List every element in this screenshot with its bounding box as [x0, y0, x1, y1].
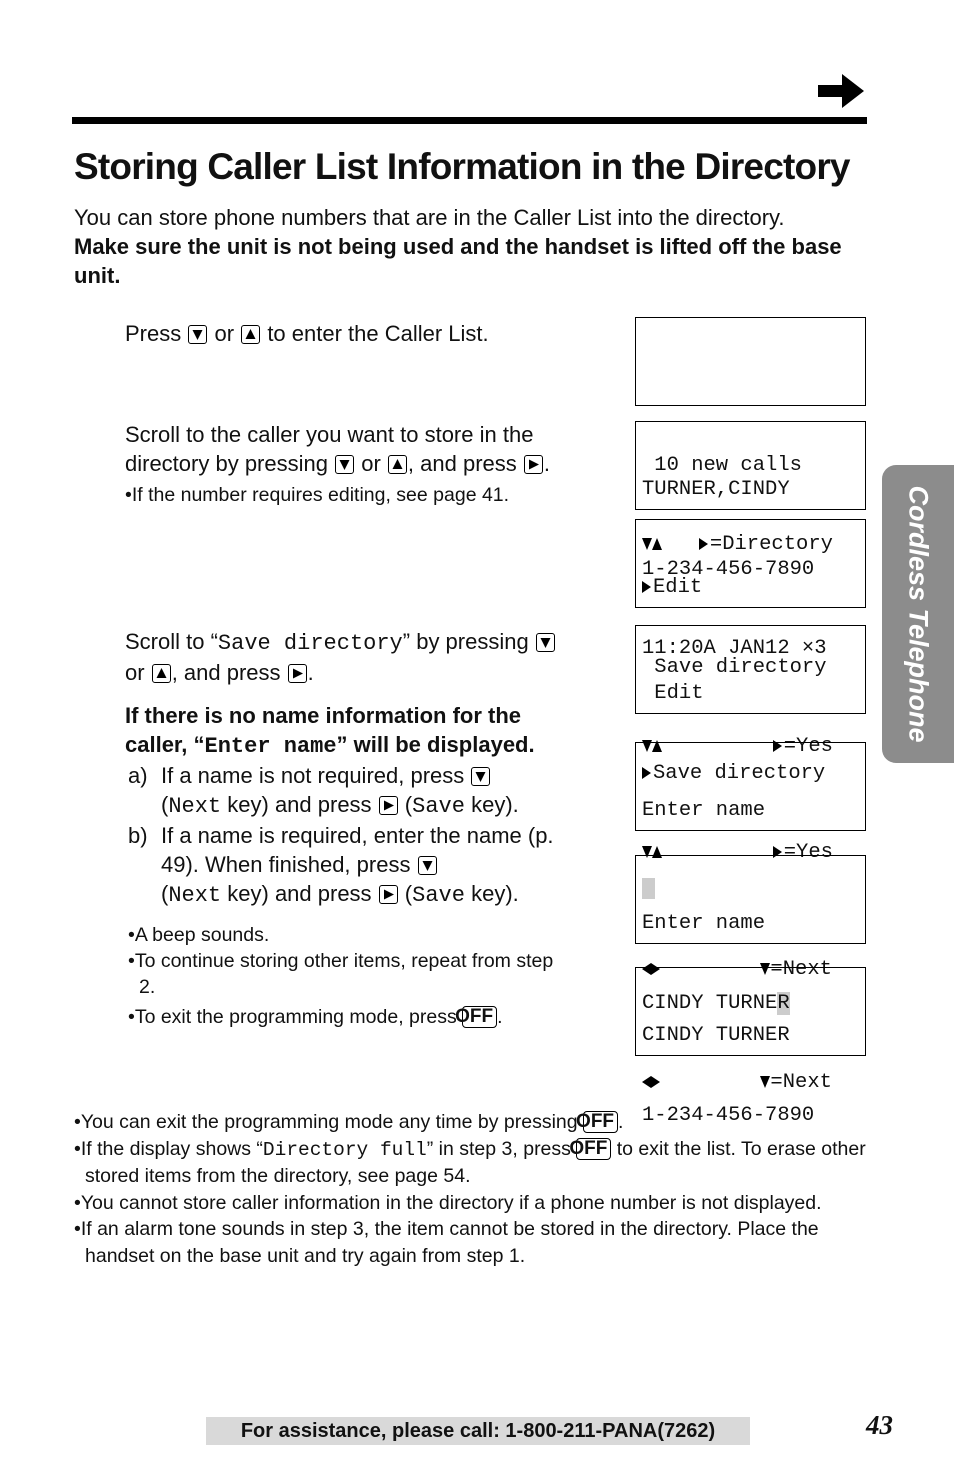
off-key: OFF: [583, 1111, 618, 1133]
step-2-note: •If the number requires editing, see page 41.: [125, 484, 510, 506]
cursor-arrow-icon: [642, 581, 651, 593]
text-cursor: R: [777, 991, 790, 1015]
option-b: b) If a name is required, enter the name (p. 49). When finished, press (Next key) and press (Save key).: [128, 823, 554, 908]
display-1: 10 new calls =Directory: [635, 317, 866, 406]
step-1: Press or to enter the Caller List.: [125, 321, 489, 346]
bottom-note-2: •If the display shows “Directory full” in step 3, press OFF to exit the list. To erase other stored items from the directory, see page 54.: [74, 1137, 866, 1187]
display-6: Enter name CINDY TURNER =Next: [635, 855, 866, 944]
intro-text: You can store phone numbers that are in the Caller List into the directory.: [74, 205, 785, 230]
step-3: [125, 627, 575, 1030]
up-key-icon: [152, 664, 171, 683]
bottom-notes: [74, 1109, 874, 1269]
section-side-tab: Cordless Telephone: [882, 465, 954, 763]
display-4: Edit Save directory =Yes: [635, 625, 866, 714]
down-key-icon: [188, 325, 207, 344]
right-key-icon: [379, 885, 398, 904]
step-3-instruction: Scroll to “Save directory” by pressing or , and press .: [125, 627, 575, 687]
display-7: CINDY TURNER 1-234-456-7890: [635, 967, 866, 1056]
down-key-icon: [536, 633, 555, 652]
assistance-footer: For assistance, please call: 1-800-211-PANA(7262): [206, 1417, 750, 1445]
off-key: OFF: [462, 1006, 497, 1028]
no-name-notice: If there is no name information for the caller, “Enter name” will be displayed.: [125, 703, 535, 759]
step-3-notes: •A beep sounds. •To continue storing other items, repeat from step 2. •To exit the programming mode, press OFF .: [128, 924, 554, 1028]
off-key: OFF: [576, 1138, 611, 1160]
display-2: TURNER,CINDY 1-234-456-7890 11:20A JAN12 ×3: [635, 421, 866, 510]
display-5: Enter name =Next: [635, 742, 866, 831]
step-2: Scroll to the caller you want to store in the directory by pressing or , and press . •If the number requires editing, see page 41.: [125, 420, 555, 508]
page-number: 43: [866, 1410, 893, 1440]
up-key-icon: [241, 325, 260, 344]
page-title: Storing Caller List Information in the Directory: [74, 146, 850, 187]
down-key-icon: [471, 767, 490, 786]
right-key-icon: [288, 664, 307, 683]
next-page-arrow-icon: [818, 74, 864, 113]
bottom-note-3: •You cannot store caller information in the directory if a phone number is not displayed.: [74, 1191, 822, 1214]
intro-paragraph: [74, 203, 874, 290]
bottom-note-4: •If an alarm tone sounds in step 3, the item cannot be stored in the directory. Place the handset on the base unit and try again from step 1.: [74, 1218, 819, 1267]
option-a: a) If a name is not required, press (Next key) and press (Save key).: [128, 763, 519, 819]
right-key-icon: [379, 796, 398, 815]
down-key-icon: [335, 455, 354, 474]
up-key-icon: [388, 455, 407, 474]
display-3: Edit Save directory =Yes: [635, 519, 866, 608]
bottom-note-1: •You can exit the programming mode any time by pressing OFF .: [74, 1111, 624, 1133]
down-key-icon: [418, 856, 437, 875]
intro-warning: Make sure the unit is not being used and the handset is lifted off the base unit.: [74, 234, 842, 288]
right-key-icon: [524, 455, 543, 474]
header-rule: [72, 117, 867, 124]
